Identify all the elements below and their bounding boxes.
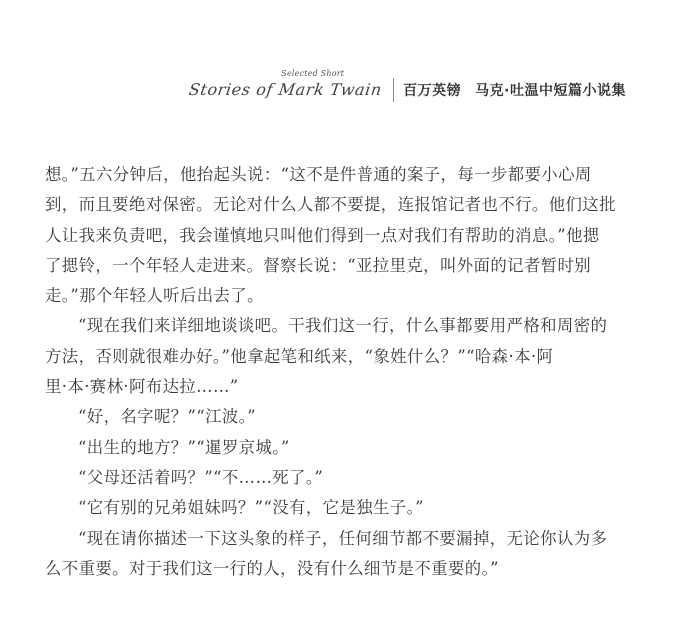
series-subtitle: Selected Short bbox=[281, 69, 345, 78]
chinese-book-title bbox=[403, 80, 626, 106]
text-line: “现在请你描述一下这头象的样子，任何细节都不要漏掉，无论你认为多 bbox=[78, 528, 608, 548]
text-line: “父母还活着吗？”“不……死了。” bbox=[78, 467, 324, 487]
running-header bbox=[187, 62, 626, 106]
text-line: 么不重要。对于我们这一行的人，没有什么细节是不重要的。” bbox=[45, 558, 499, 578]
text-line: 走。”那个年轻人听后出去了。 bbox=[45, 286, 264, 306]
text-line: “它有别的兄弟姐妹吗？”“没有，它是独生子。” bbox=[78, 498, 424, 518]
text-line: “好，名字呢？”“江波。” bbox=[78, 407, 257, 427]
text-line: 想。”五六分钟后，他抬起头说：“这不是件普通的案子，每一步都要小心周 bbox=[45, 165, 592, 184]
text-line: 里·本·赛林·阿布达拉……” bbox=[45, 377, 239, 397]
page-body-text bbox=[45, 160, 665, 584]
header-divider bbox=[393, 78, 394, 102]
text-line: 人让我来负责吧，我会谨慎地只叫他们得到一点对我们有帮助的消息。”他揌 bbox=[45, 225, 600, 245]
text-line: “出生的地方？”“暹罗京城。” bbox=[78, 437, 290, 457]
text-line: 到，而且要绝对保密。无论对什么人都不要提，连报馆记者也不行。他们这批 bbox=[45, 195, 616, 215]
text-line: 方法，否则就很难办好。”他拿起笔和纸来，“象姓什么？”“哈森·本·阿 bbox=[45, 346, 554, 366]
english-series-title bbox=[187, 62, 384, 106]
brand-name: 百万英镑 bbox=[403, 83, 462, 99]
text-line: 了揌铃，一个年轻人走进来。督察长说：“亚拉里克，叫外面的记者暂时别 bbox=[45, 255, 592, 275]
book-title: 马克·吐温中短篇小说集 bbox=[475, 83, 626, 99]
series-title: Stories of Mark Twain bbox=[187, 80, 384, 99]
text-line: “现在我们来详细地谈谈吧。干我们这一行，什么事都要用严格和周密的 bbox=[78, 316, 608, 336]
